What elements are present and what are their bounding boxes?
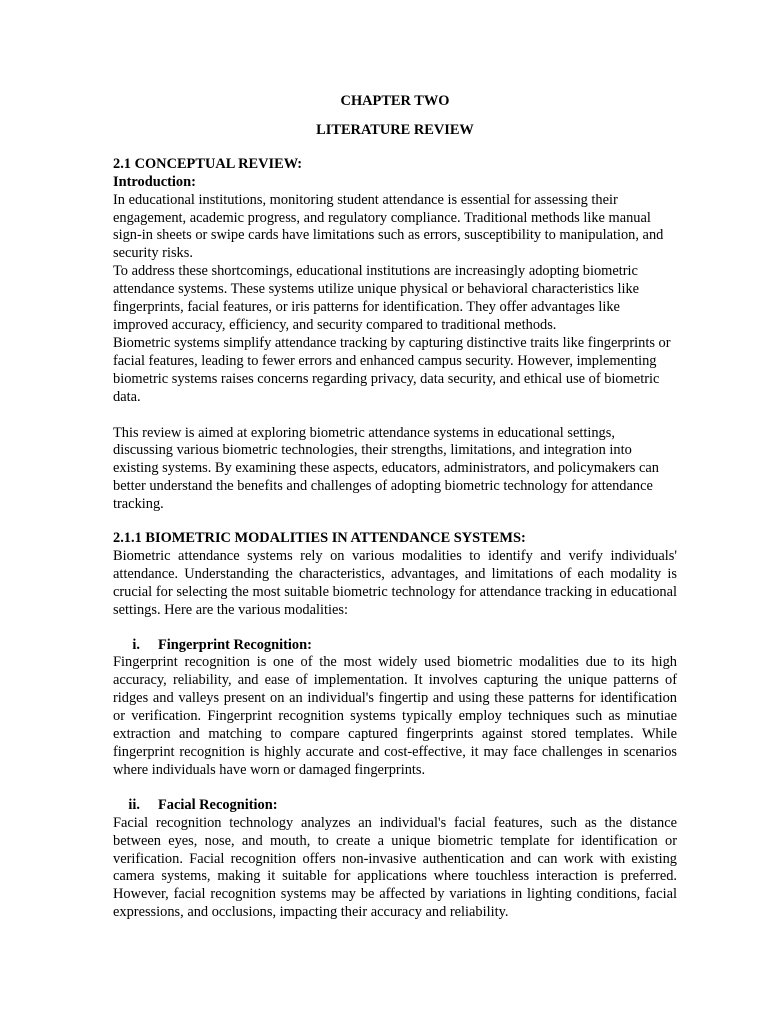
list-item-title: Fingerprint Recognition: bbox=[158, 636, 312, 653]
subsection-paragraph: Biometric attendance systems rely on various modalities to identify and verify individuals' attendance. Understanding the characteristics, advantages, and limitations of each modality is crucial for selecting the most suitable biometric technology for attendance tracking in educational settings. Here are the various modalities: bbox=[113, 547, 677, 618]
chapter-title: LITERATURE REVIEW bbox=[316, 121, 474, 138]
intro-heading: Introduction: bbox=[113, 173, 196, 190]
list-item-text: Fingerprint recognition is one of the most widely used biometric modalities due to its high accuracy, reliability, and ease of implementation. It involves capturing the unique patterns of ridges and valleys present on an individual's fingertip and using these patterns for identification or verification. Fingerprint recognition systems typically employ techniques such as minutiae extraction and matching to compare captured fingerprints against stored templates. While fingerprint recognition is highly accurate and cost-effective, it may face challenges in scenarios where individuals have worn or damaged fingerprints. bbox=[113, 654, 677, 778]
intro-paragraph-3: Biometric systems simplify attendance tracking by capturing distinctive traits like fingerprints or facial features, leading to fewer errors and enhanced campus security. However, implementing biometric systems raises concerns regarding privacy, data security, and ethical use of biometric data. bbox=[113, 334, 671, 405]
list-item-title: Facial Recognition: bbox=[158, 796, 278, 813]
chapter-label: CHAPTER TWO bbox=[340, 93, 450, 109]
list-item-heading bbox=[113, 637, 677, 655]
intro-paragraph-2: To address these shortcomings, educational institutions are increasingly adopting biometric attendance systems. These systems utilize unique physical or behavioral characteristics like fingerprints, facial features, or iris patterns for identification. They offer advantages like improved accuracy, efficiency, and security compared to traditional methods. bbox=[113, 263, 640, 333]
document-body bbox=[113, 93, 677, 922]
list-item-number: ii. bbox=[128, 796, 140, 813]
list-item-text: Facial recognition technology analyzes an individual's facial features, such as the distance between eyes, nose, and mouth, to create a unique biometric template for identification or verification. Facial recognition offers non-invasive authentication and can work with existing camera systems, making it suitable for applications where touchless interaction is preferred. However, facial recognition systems may be affected by variations in lighting conditions, facial expressions, and occlusions, impacting their accuracy and reliability. bbox=[113, 814, 677, 921]
intro-paragraph-4: This review is aimed at exploring biometric attendance systems in educational settings, discussing various biometric technologies, their strengths, limitations, and integration into existing systems. By examining these aspects, educators, administrators, and policymakers can better understand the benefits and challenges of adopting biometric technology for attendance tracking. bbox=[113, 424, 659, 513]
list-item-number: i. bbox=[132, 636, 140, 653]
list-item-heading bbox=[113, 797, 677, 815]
subsection-heading: 2.1.1 BIOMETRIC MODALITIES IN ATTENDANCE SYSTEMS: bbox=[113, 530, 526, 547]
section-heading: 2.1 CONCEPTUAL REVIEW: bbox=[113, 155, 303, 172]
intro-paragraph-1: In educational institutions, monitoring student attendance is essential for assessing their engagement, academic progress, and regulatory compliance. Traditional methods like manual sign-in sheets or swipe cards have limitations such as errors, susceptibility to manipulation, and security risks. bbox=[113, 191, 664, 262]
